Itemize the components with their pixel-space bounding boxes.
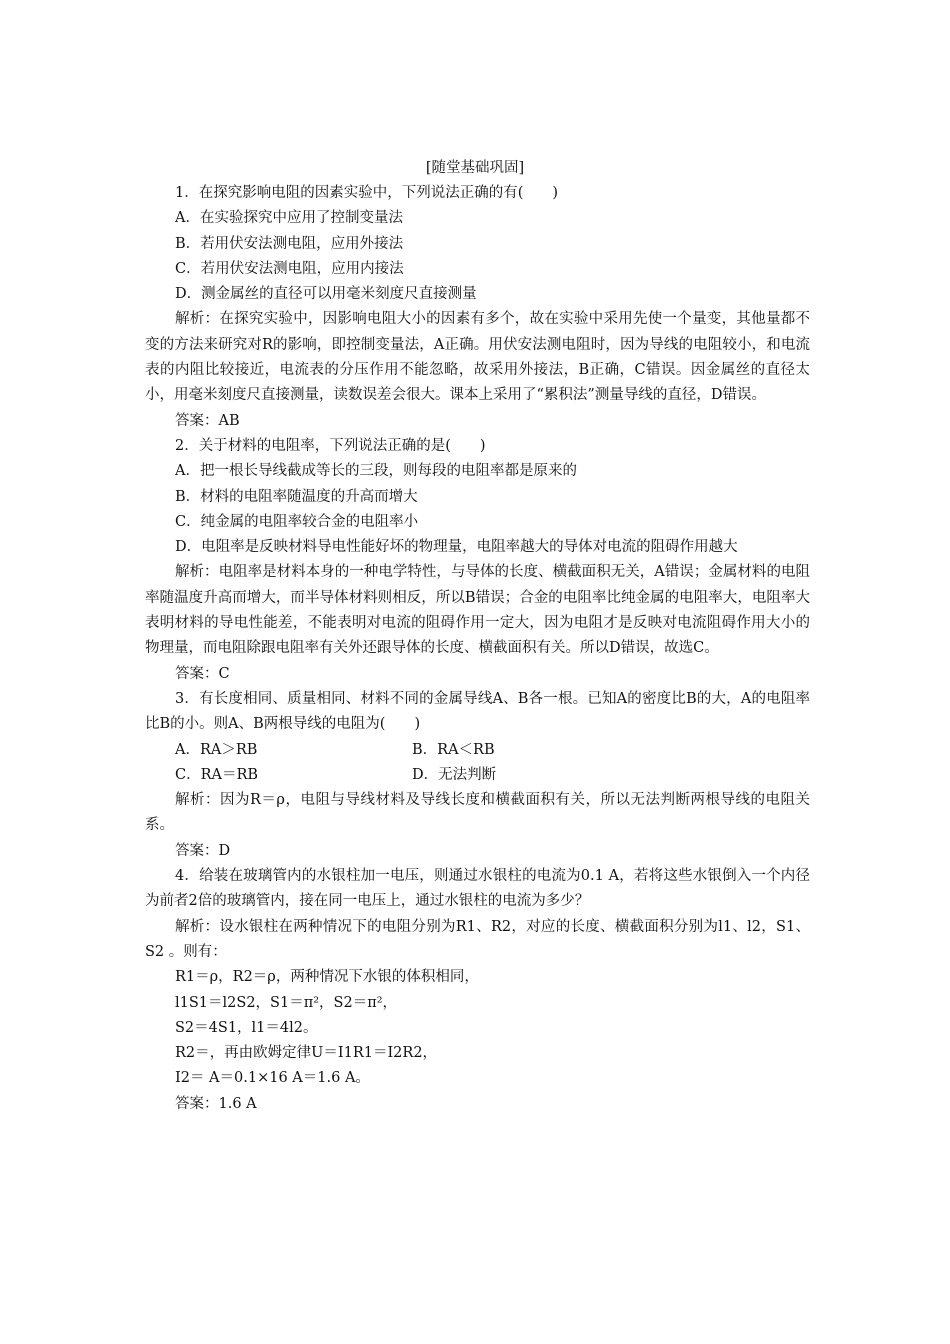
q2-analysis: 解析：电阻率是材料本身的一种电学特性，与导体的长度、横截面积无关，A错误；金属材料的电阻率随温度升高而增大，而半导体材料则相反，所以B错误；合金的电阻率比纯金属的电阻率大，电阻率大表明材料的导电性能差，不能表明对电流的阻碍作用一定大，因为电阻才是反映对电流阻碍作用大小的物理量，而电阻除跟电阻率有关外还跟导体的长度、横截面积有关。所以D错误，故选C。 (145, 564, 810, 657)
q1-option-a: A．在实验探究中应用了控制变量法 (175, 210, 403, 227)
q3-option-b: B．RA＜RB (412, 741, 495, 758)
document-body (145, 181, 810, 1117)
q2-option-d: D．电阻率是反映材料导电性能好坏的物理量，电阻率越大的导体对电流的阻碍作用越大 (175, 539, 738, 556)
q4-step-5: I2＝ A＝0.1×16 A＝1.6 A。 (175, 1070, 370, 1087)
q3-option-c: C．RA＝RB (175, 766, 259, 783)
q4-analysis: 解析：设水银柱在两种情况下的电阻分别为R1、R2，对应的长度、横截面积分别为l1、l2，S1、S2 。则有： (145, 918, 810, 960)
q4-step-2: l1S1＝l2S2，S1＝π²，S2＝π²， (175, 994, 398, 1011)
q1-option-d: D．测金属丝的直径可以用毫米刻度尺直接测量 (175, 286, 477, 303)
q1-option-c: C．若用伏安法测电阻，应用内接法 (175, 260, 404, 277)
q4-step-3: S2＝4S1，l1＝4l2。 (175, 1019, 318, 1036)
q4-step-1: R1＝ρ，R2＝ρ，两种情况下水银的体积相同， (175, 969, 479, 986)
q2-stem: 2．关于材料的电阻率，下列说法正确的是( ) (175, 437, 486, 454)
q1-stem: 1．在探究影响电阻的因素实验中，下列说法正确的有( ) (175, 185, 559, 201)
q1-option-b: B．若用伏安法测电阻，应用外接法 (175, 235, 404, 252)
q2-answer: 答案：C (175, 665, 230, 682)
q3-option-a: A．RA＞RB (175, 741, 258, 758)
q2-option-c: C．纯金属的电阻率较合金的电阻率小 (175, 513, 419, 530)
q3-option-d: D．无法判断 (412, 766, 497, 783)
q3-options-row-2 (145, 763, 810, 788)
q3-answer: 答案：D (175, 842, 231, 859)
q4-step-4: R2＝，再由欧姆定律U＝I1R1＝I2R2， (175, 1045, 438, 1062)
q4-stem: 4．给装在玻璃管内的水银柱加一电压，则通过水银柱的电流为0.1 A，若将这些水银倒入一个内径为前者2倍的玻璃管内，接在同一电压上，通过水银柱的电流为多少？ (145, 868, 810, 910)
section-title: [随堂基础巩固] (425, 160, 525, 176)
q2-option-a: A．把一根长导线截成等长的三段，则每段的电阻率都是原来的 (175, 463, 577, 480)
q3-options-row-1 (145, 738, 810, 763)
q1-answer: 答案：AB (175, 412, 240, 429)
q1-analysis: 解析：在探究实验中，因影响电阻大小的因素有多个，故在实验中采用先使一个量变，其他量都不变的方法来研究对R的影响，即控制变量法，A正确。用伏安法测电阻时，因为导线的电阻较小，和电流表的内阻比较接近，电流表的分压作用不能忽略，故采用外接法，B正确，C错误。因金属丝的直径太小，用毫米刻度尺直接测量，读数误差会很大。课本上采用了“累积法”测量导线的直径，D错误。 (145, 311, 810, 404)
q4-answer: 答案：1.6 A (175, 1095, 257, 1112)
q2-option-b: B．材料的电阻率随温度的升高而增大 (175, 488, 418, 505)
q3-stem: 3．有长度相同、质量相同、材料不同的金属导线A、B各一根。已知A的密度比B的大，A的电阻率比B的小。则A、B两根导线的电阻为( ) (145, 690, 810, 733)
q3-analysis: 解析：因为R＝ρ，电阻与导线材料及导线长度和横截面积有关，所以无法判断两根导线的电阻关系。 (145, 792, 810, 834)
